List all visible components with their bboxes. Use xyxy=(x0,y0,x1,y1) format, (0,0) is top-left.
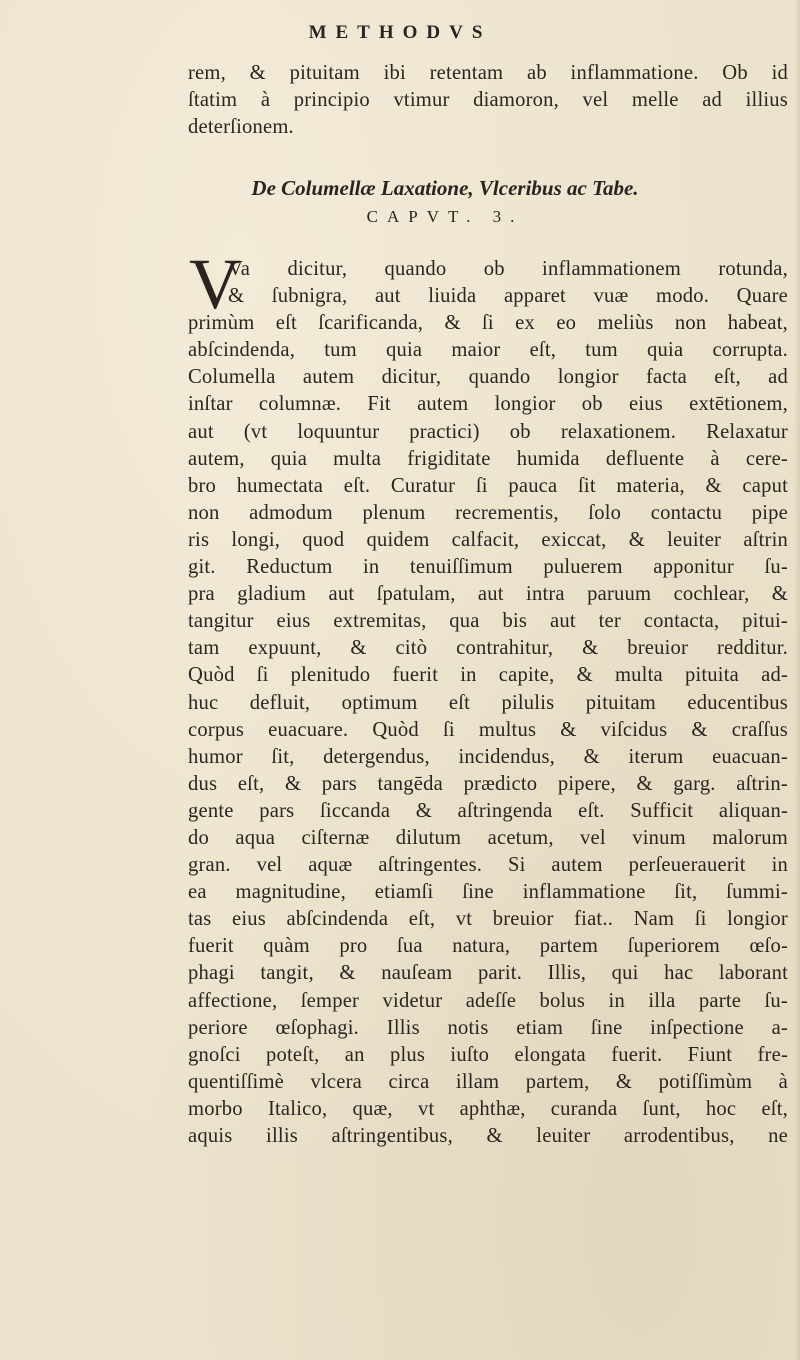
text-line: gran. vel aquæ aſtringentes. Si autem perſeuerauerit in xyxy=(188,854,788,877)
text-line: bro humectata eſt. Curatur ſi pauca ſit materia, & caput xyxy=(188,474,788,497)
text-line: aut (vt loquuntur practici) ob relaxationem. Relaxatur xyxy=(188,420,788,443)
text-line: Columella autem dicitur, quando longior facta eſt, ad xyxy=(188,366,788,389)
text-line: abſcindenda, tum quia maior eſt, tum quia corrupta. xyxy=(188,339,788,362)
text-line: do aqua ciſternæ dilutum acetum, vel vinum malorum xyxy=(188,826,788,849)
page-edge-shadow xyxy=(794,0,800,1360)
text-line: Quòd ſi plenitudo fuerit in capite, & multa pituita ad- xyxy=(188,664,788,687)
text-line: non admodum plenum recrementis, ſolo contactu pipe xyxy=(188,501,788,524)
text-line: periore œſophagi. Illis notis etiam ſine inſpectione a- xyxy=(188,1016,788,1039)
text-line: git. Reductum in tenuiſſimum puluerem apponitur ſu- xyxy=(188,556,788,579)
text-line: autem, quia multa frigiditate humida defluente à cere- xyxy=(188,447,788,470)
text-line: pra gladium aut ſpatulam, aut intra paruum cochlear, & xyxy=(188,583,788,606)
text-line: rem, & pituitam ibi retentam ab inflammatione. Ob id xyxy=(188,62,788,84)
text-line: & ſubnigra, aut liuida apparet vuæ modo. Quare xyxy=(228,285,788,308)
text-line: phagi tangit, & nauſeam parit. Illis, qui hac laborant xyxy=(188,962,788,985)
text-line: tam expuunt, & citò contrahitur, & breuior redditur. xyxy=(188,637,788,660)
text-line: deterſionem. xyxy=(188,116,294,139)
text-line: quentiſſimè vlcera circa illam partem, & potiſſimùm à xyxy=(188,1070,788,1093)
chapter-label: CAPVT. 3. xyxy=(366,207,524,226)
text-line: gente pars ſiccanda & aſtringenda eſt. Sufficit aliquan- xyxy=(188,799,788,822)
text-line: ris longi, quod quidem calfacit, exiccat, & leuiter aſtrin xyxy=(188,528,788,551)
text-line: primùm eſt ſcarificanda, & ſi ex eo meliùs non habeat, xyxy=(188,312,788,335)
text-line: aquis illis aſtringentibus, & leuiter arrodentibus, ne xyxy=(188,1125,788,1147)
chapter-title: De Columellæ Laxatione, Vlceribus ac Tabe. xyxy=(251,176,639,200)
text-line: corpus euacuare. Quòd ſi multus & viſcidus & craſſus xyxy=(188,718,788,741)
text-line: ſtatim à principio vtimur diamoron, vel melle ad illius xyxy=(188,89,788,112)
text-line: morbo Italico, quæ, vt aphthæ, curanda ſunt, hoc eſt, xyxy=(188,1097,788,1120)
text-line: fuerit quàm pro ſua natura, partem ſuperiorem œſo- xyxy=(188,935,788,958)
text-line: inſtar columnæ. Fit autem longior ob eius extētionem, xyxy=(188,393,788,416)
text-line: dus eſt, & pars tangēda prædicto pipere, & garg. aſtrin- xyxy=(188,772,788,795)
intro-paragraph xyxy=(188,60,788,141)
text-line: Va dicitur, quando ob inflammationem rotunda, xyxy=(228,258,788,280)
text-line: huc defluit, optimum eſt pilulis pituitam educentibus xyxy=(188,691,788,714)
drop-cap: V xyxy=(189,244,241,324)
text-line: gnoſci poteſt, an plus iuſto elongata fuerit. Fiunt fre- xyxy=(188,1043,788,1066)
chapter-body xyxy=(188,244,788,1150)
text-line: tangitur eius extremitas, qua bis aut ter contacta, pitui- xyxy=(188,610,788,633)
running-head: METHODVS xyxy=(308,22,492,43)
text-line: affectione, ſemper videtur adeſſe bolus in illa parte ſu- xyxy=(188,989,788,1012)
text-line: ea magnitudine, etiamſi ſine inflammatione ſit, ſummi- xyxy=(188,881,788,904)
text-line: tas eius abſcindenda eſt, vt breuior fiat.. Nam ſi longior xyxy=(188,908,788,931)
text-line: humor ſit, detergendus, incidendus, & iterum euacuan- xyxy=(188,745,788,768)
